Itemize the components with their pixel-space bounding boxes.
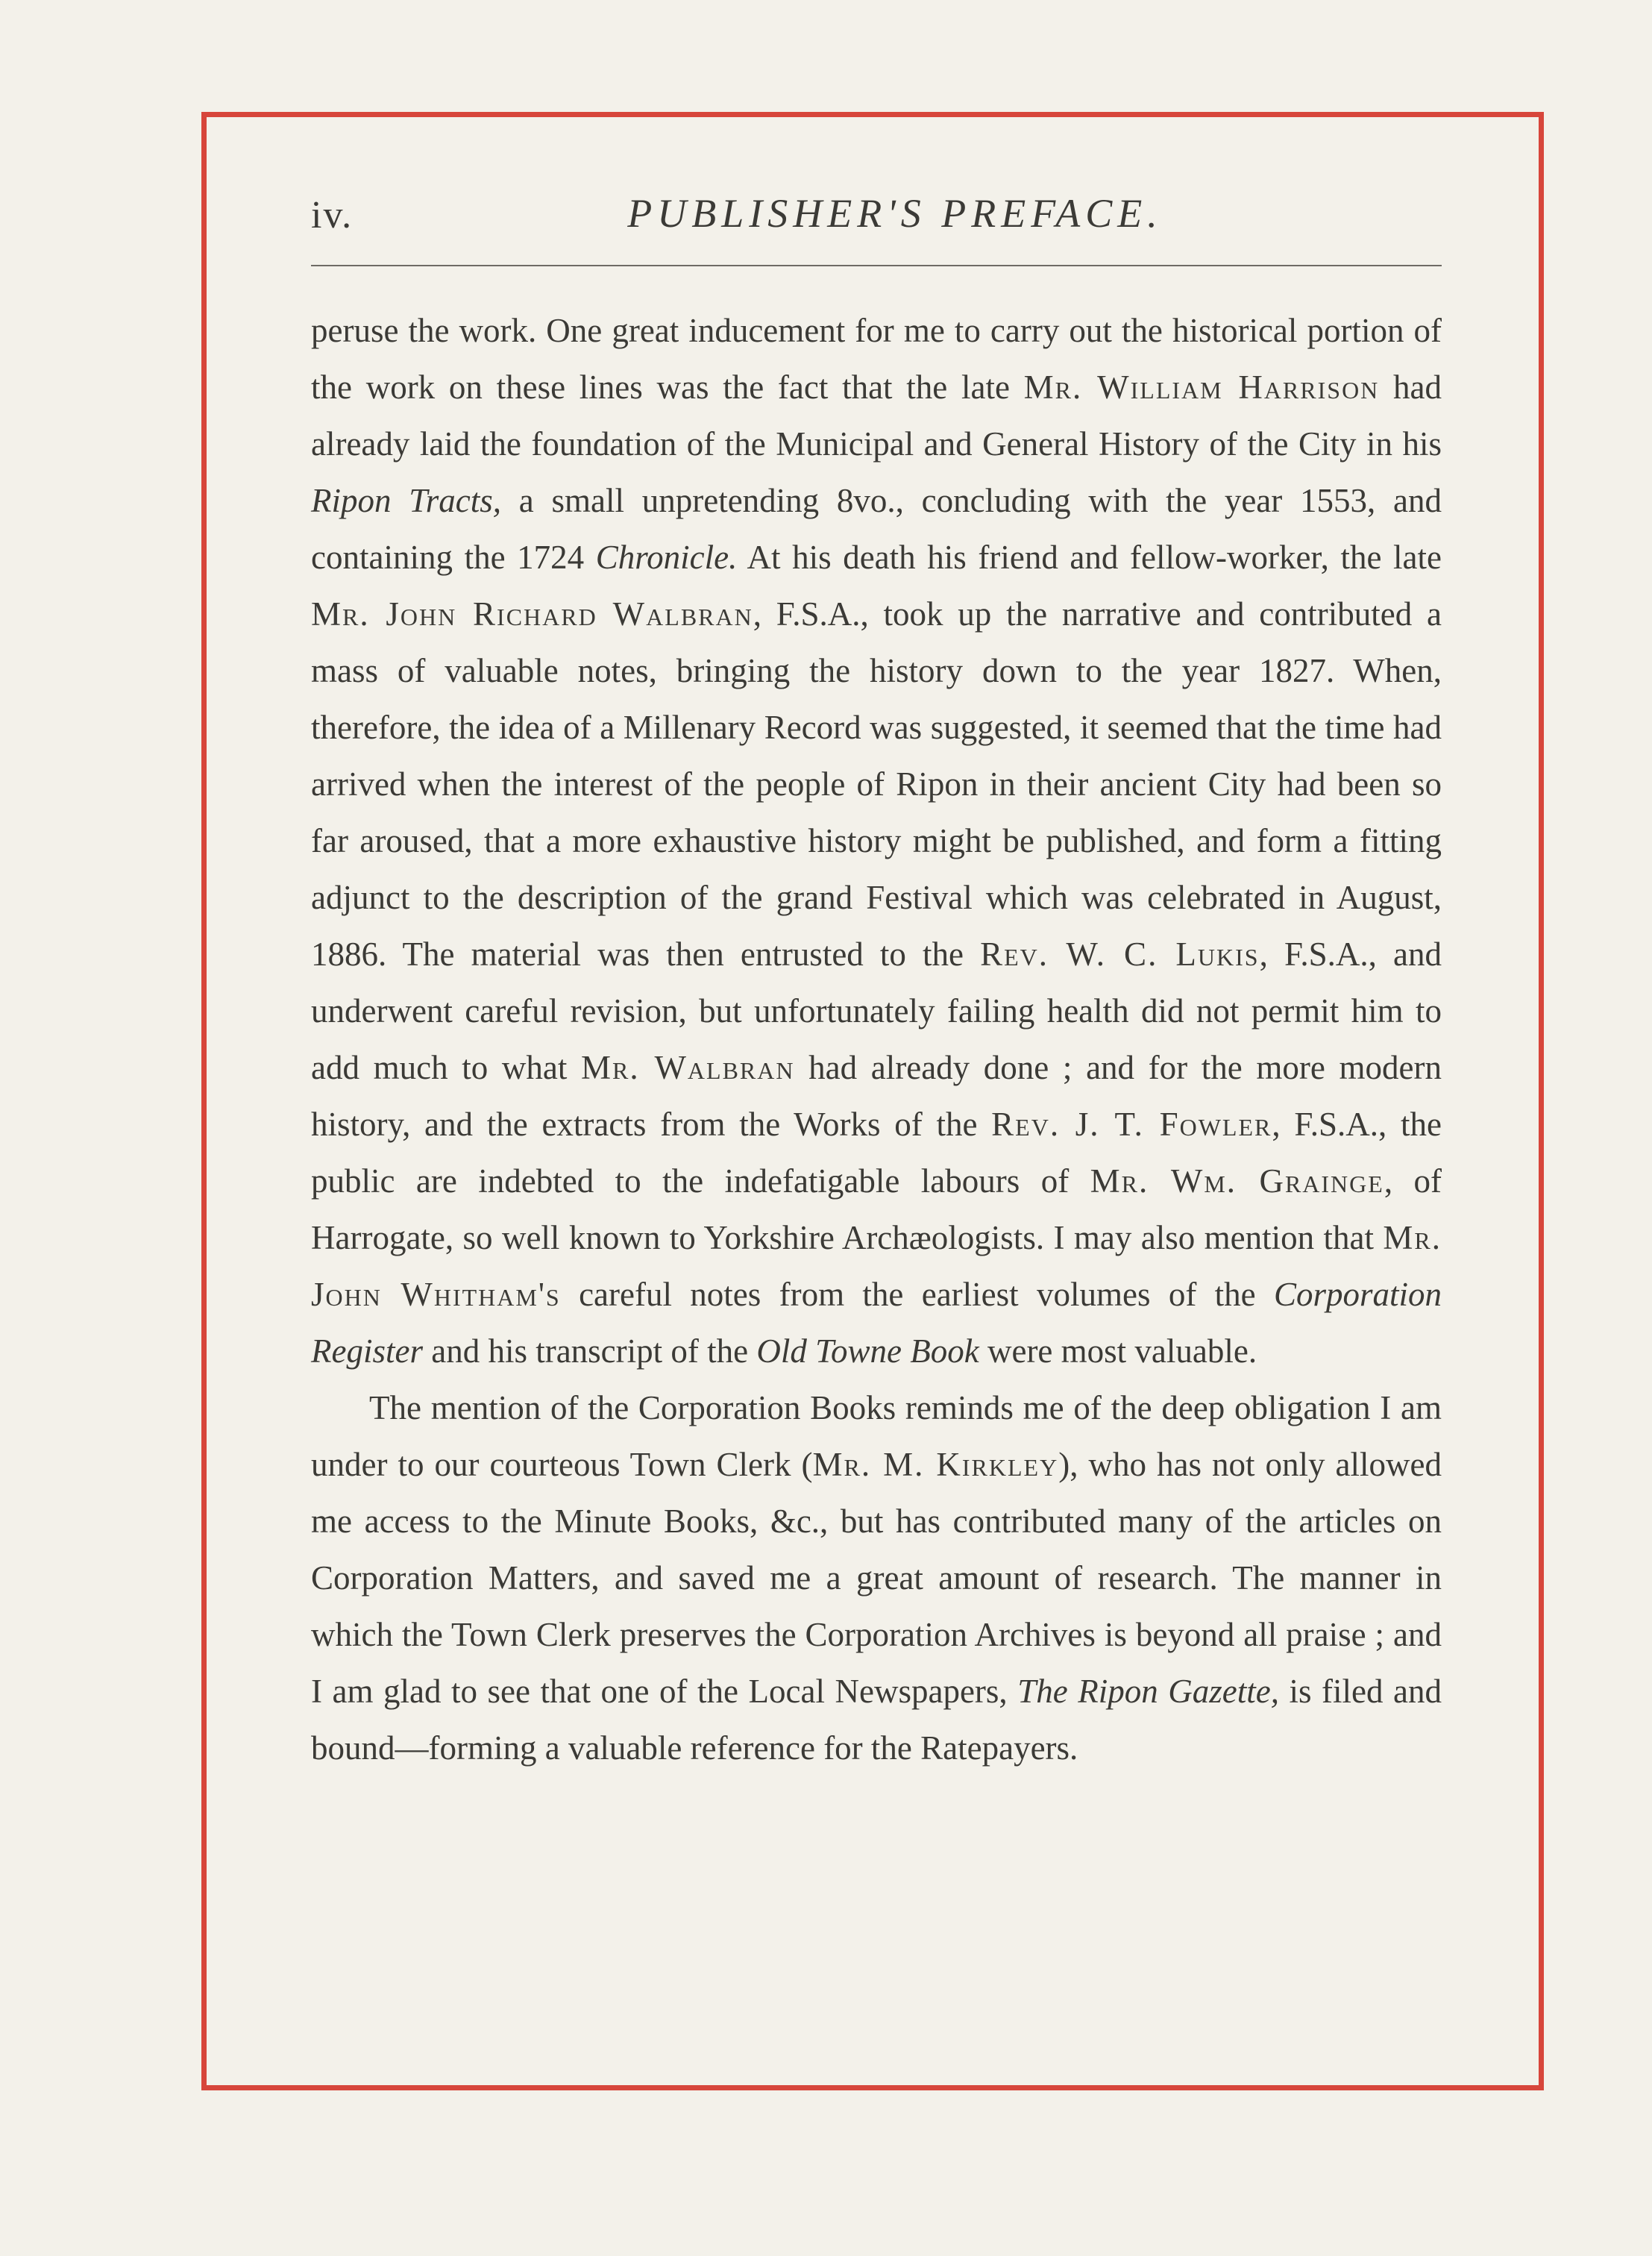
newspaper-title: The Ripon Gazette, bbox=[1017, 1673, 1279, 1710]
person-name: Mr. John Whitham's bbox=[311, 1219, 1442, 1313]
person-name: Rev. W. C. Lukis bbox=[980, 936, 1260, 973]
page-number: iv. bbox=[311, 194, 354, 236]
text-run: , F.S.A., took up the narrative and contributed a mass of valuable notes, bringing the history down to the year 1827. When, therefore, the idea of a Millenary Record was suggested, it seemed that the time had arrived when the interest of the people of Ripon in their ancient City had been so far aroused, that a more exhaustive history might be published, and form a fitting adjunct to the description of the grand Festival which was celebrated in August, 1886. The material was then entrusted to the bbox=[311, 595, 1442, 973]
running-head: PUBLISHER'S PREFACE. bbox=[627, 191, 1163, 236]
text-run: careful notes from the earliest volumes of the bbox=[560, 1276, 1274, 1313]
person-name: Mr. John Richard Walbran bbox=[311, 595, 753, 633]
text-run: peruse the work. One great inducement for me to carry out the historical portion of the work on these lines was the fact that the late bbox=[311, 312, 1442, 406]
text-run: , of Harrogate, so well known to Yorkshire Archæologists. I may also mention that bbox=[311, 1162, 1442, 1256]
paragraph bbox=[311, 1379, 1442, 1776]
person-name: Mr. Wm. Grainge bbox=[1090, 1162, 1384, 1200]
preface-body bbox=[311, 302, 1442, 1776]
book-title: Corporation Register bbox=[311, 1276, 1442, 1370]
book-title: Ripon Tracts, bbox=[311, 482, 502, 519]
page-border bbox=[201, 112, 1544, 2090]
header-rule bbox=[311, 265, 1442, 266]
text-run: and his transcript of the bbox=[422, 1332, 757, 1370]
text-run: is filed and bound—forming a valuable reference for the Ratepayers. bbox=[311, 1673, 1442, 1767]
page-header bbox=[311, 184, 1427, 244]
text-run: The mention of the Corporation Books reminds me of the deep obligation I am under to our courteous Town Clerk ( bbox=[311, 1389, 1442, 1483]
text-run: , F.S.A., the public are indebted to the indefatigable labours of bbox=[311, 1106, 1442, 1200]
person-name: Rev. J. T. Fowler bbox=[991, 1106, 1272, 1143]
text-run: had already laid the foundation of the Municipal and General History of the City in his bbox=[311, 369, 1442, 463]
text-run: At his death his friend and fellow-worker, the late bbox=[737, 539, 1442, 576]
text-run: a small unpretending 8vo., concluding with the year 1553, and containing the 1724 bbox=[311, 482, 1442, 576]
text-run: , F.S.A., and underwent careful revision, but unfortunately failing health did not permit him to add much to what bbox=[311, 936, 1442, 1086]
book-title: Old Towne Book bbox=[756, 1332, 979, 1370]
person-name: Mr. William Harrison bbox=[1023, 369, 1380, 406]
text-run: had already done ; and for the more modern history, and the extracts from the Works of the bbox=[311, 1049, 1442, 1143]
person-name: Mr. M. Kirkley bbox=[812, 1446, 1059, 1483]
paragraph bbox=[311, 302, 1442, 1379]
text-run: ), who has not only allowed me access to the Minute Books, &c., but has contributed many of the articles on Corporation Matters, and saved me a great amount of research. The manner in which the Town Clerk preserves the Corporation Archives is beyond all praise ; and I am glad to see that one of the Local Newspapers, bbox=[311, 1446, 1442, 1710]
text-run: were most valuable. bbox=[979, 1332, 1257, 1370]
person-name: Mr. Walbran bbox=[581, 1049, 795, 1086]
book-title: Chronicle. bbox=[595, 539, 738, 576]
